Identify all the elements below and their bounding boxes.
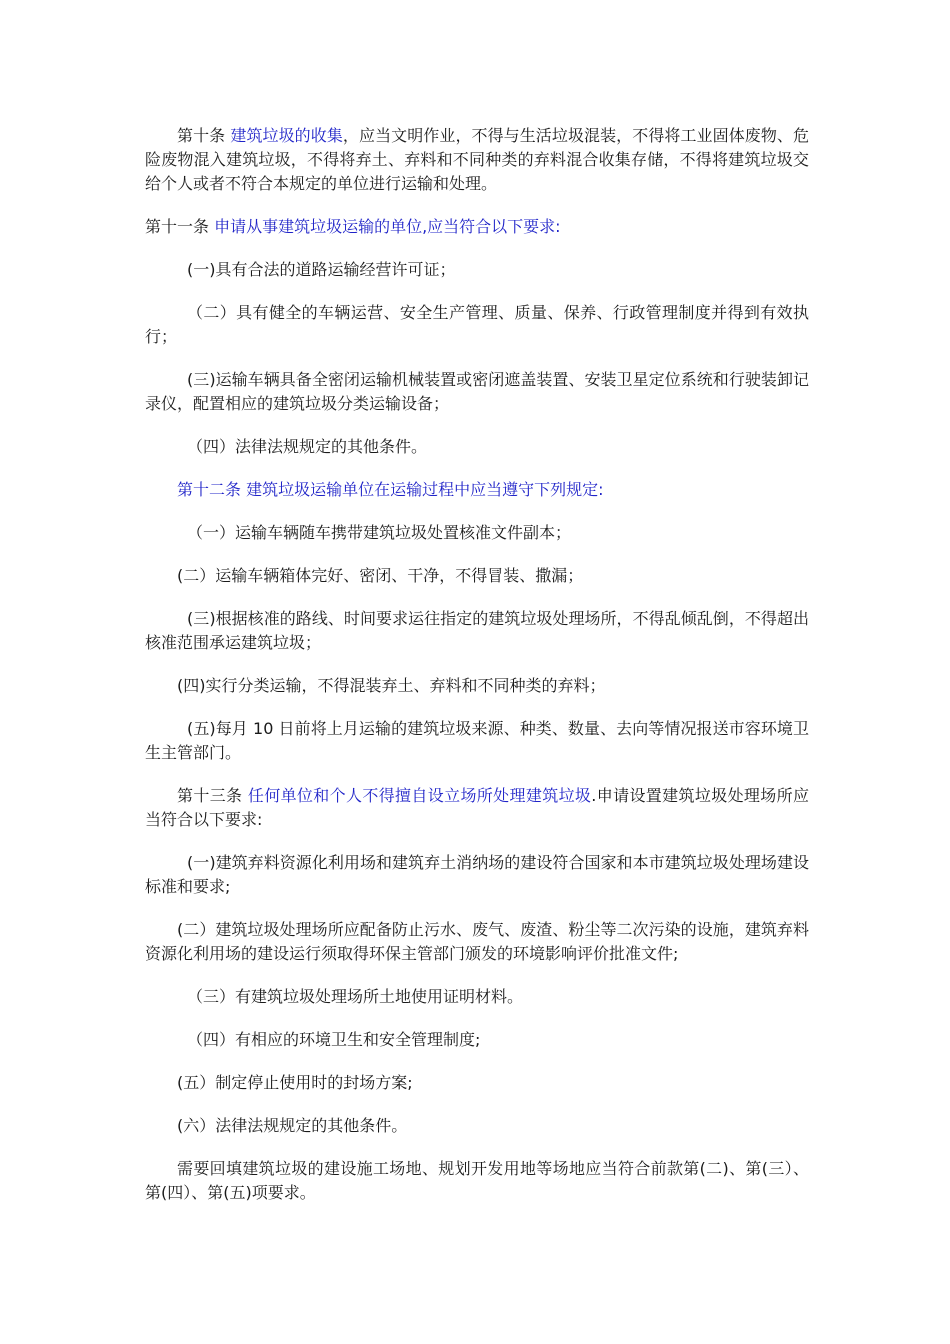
article-12-item-1: （一）运输车辆随车携带建筑垃圾处置核准文件副本； — [187, 523, 572, 542]
article-13-highlight: 任何单位和个人不得擅自设立场所处理建筑垃圾 — [247, 786, 592, 805]
article-12-item-3: (三)根据核准的路线、时间要求运往指定的建筑垃圾处理场所，不得乱倾乱倒，不得超出核准范围承运建筑垃圾； — [145, 609, 809, 652]
document-page — [145, 124, 809, 1224]
article-13-lead: 第十三条 — [177, 786, 248, 805]
article-12 — [145, 478, 809, 502]
article-11 — [145, 215, 809, 239]
article-10 — [145, 124, 809, 196]
article-10-body: ，应当文明作业，不得与生活垃圾混装，不得将工业固体废物、危险废物混入建筑垃圾，不得将弃土、弃料和不同种类的弃料混合收集存储，不得将建筑垃圾交给个人或者不符合本规定的单位进行运输和处理。 — [145, 126, 809, 193]
article-12-item-4: (四)实行分类运输，不得混装弃土、弃料和不同种类的弃料； — [177, 676, 606, 695]
article-11-item-1: (一)具有合法的道路运输经营许可证； — [187, 260, 456, 279]
article-13-item-2: (二）建筑垃圾处理场所应配备防止污水、废气、废渣、粉尘等二次污染的设施，建筑弃料资源化利用场的建设运行须取得环保主管部门颁发的环境影响评价批准文件; — [145, 920, 809, 963]
article-12-item-2: (二）运输车辆箱体完好、密闭、干净，不得冒装、撒漏； — [177, 566, 584, 585]
article-12-highlight: 第十二条 建筑垃圾运输单位在运输过程中应当遵守下列规定: — [177, 480, 604, 499]
article-11-highlight: 申请从事建筑垃圾运输的单位,应当符合以下要求: — [214, 217, 561, 236]
article-13 — [145, 784, 809, 832]
article-13-closing: 需要回填建筑垃圾的建设施工场地、规划开发用地等场地应当符合前款第(二)、第(三）、第(四）、第(五)项要求。 — [145, 1159, 809, 1202]
article-13-item-5: (五）制定停止使用时的封场方案; — [177, 1073, 413, 1092]
article-11-item-4: （四）法律法规规定的其他条件。 — [187, 437, 428, 456]
article-11-item-2: （二）具有健全的车辆运营、安全生产管理、质量、保养、行政管理制度并得到有效执行； — [145, 303, 809, 346]
article-13-body: .申请设置建筑垃圾处理场所应当符合以下要求: — [145, 786, 809, 829]
article-13-item-6: (六）法律法规规定的其他条件。 — [177, 1116, 408, 1135]
article-13-item-3: （三）有建筑垃圾处理场所土地使用证明材料。 — [187, 987, 524, 1006]
article-13-item-1: (一)建筑弃料资源化利用场和建筑弃土消纳场的建设符合国家和本市建筑垃圾处理场建设标准和要求; — [145, 853, 809, 896]
article-11-item-3: (三)运输车辆具备全密闭运输机械装置或密闭遮盖装置、安装卫星定位系统和行驶装卸记录仪，配置相应的建筑垃圾分类运输设备； — [145, 370, 809, 413]
article-10-lead: 第十条 — [177, 126, 231, 145]
article-12-item-5: (五)每月 10 日前将上月运输的建筑垃圾来源、种类、数量、去向等情况报送市容环境卫生主管部门。 — [145, 719, 809, 762]
article-11-lead: 第十一条 — [145, 217, 215, 236]
article-13-item-4: （四）有相应的环境卫生和安全管理制度; — [187, 1030, 481, 1049]
article-10-highlight: 建筑垃圾的收集 — [230, 126, 343, 145]
